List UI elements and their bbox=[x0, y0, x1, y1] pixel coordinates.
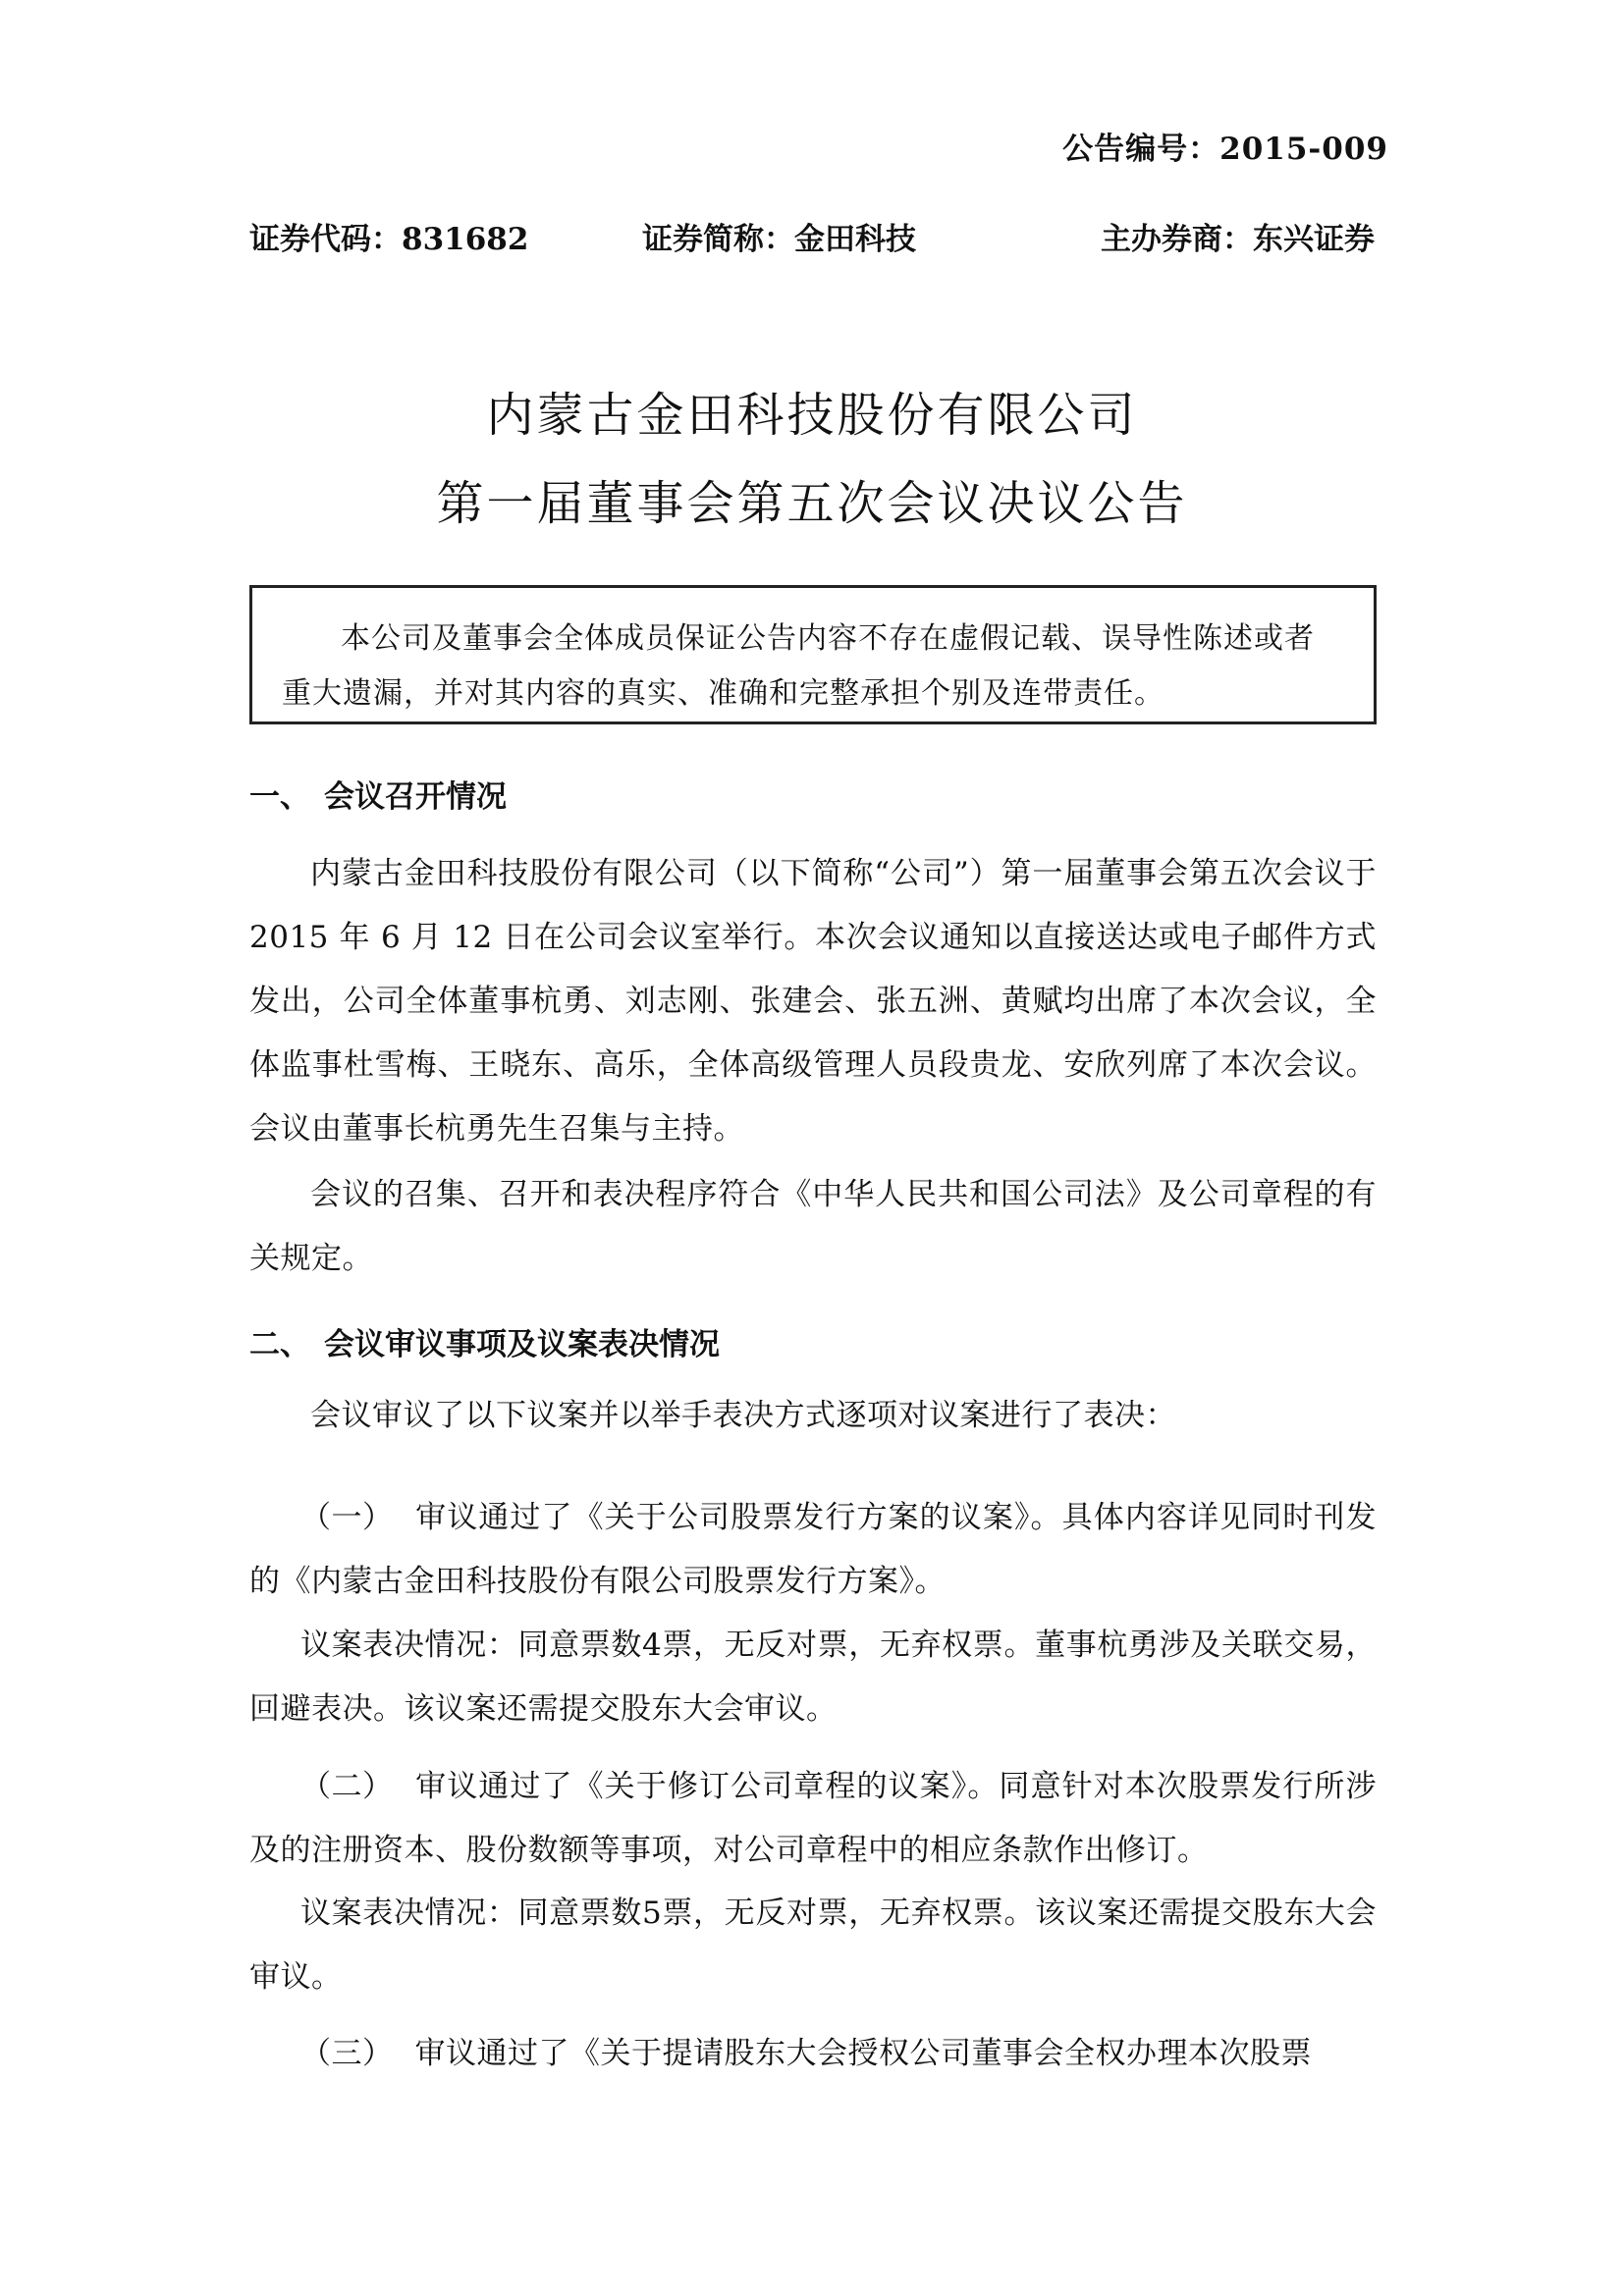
paragraph-meeting-compliance: 会议的召集、召开和表决程序符合《中华人民共和国公司法》及公司章程的有关规定。 bbox=[249, 1177, 1377, 1276]
resolution-number: （二） bbox=[300, 1769, 394, 1804]
resolution-text: 审议通过了《关于公司股票发行方案的议案》。具体内容详见同时刊发的《内蒙古金田科技股份有限公司股票发行方案》。 bbox=[249, 1500, 1377, 1599]
announcement-number: 公告编号：2015-009 bbox=[1062, 132, 1388, 167]
section-heading-resolutions bbox=[249, 1319, 720, 1363]
section-heading-meeting bbox=[249, 772, 507, 816]
resolution-item bbox=[249, 1755, 1377, 1883]
section-number: 一、 bbox=[249, 779, 310, 815]
resolution-text: 审议通过了《关于修订公司章程的议案》。同意针对本次股票发行所涉及的注册资本、股份数额等事项，对公司章程中的相应条款作出修订。 bbox=[249, 1769, 1377, 1868]
section-title: 会议审议事项及议案表决情况 bbox=[324, 1327, 720, 1362]
resolution-text: 审议通过了《关于提请股东大会授权公司董事会全权办理本次股票 bbox=[414, 2036, 1312, 2071]
responsibility-notice-box: 本公司及董事会全体成员保证公告内容不存在虚假记载、误导性陈述或者重大遗漏，并对其内容的真实、准确和完整承担个别及连带责任。 bbox=[249, 585, 1377, 724]
securities-info-line bbox=[249, 214, 1375, 257]
resolution-number: （一） bbox=[300, 1500, 394, 1535]
document-title-line1: 内蒙古金田科技股份有限公司 bbox=[486, 388, 1138, 443]
paragraph-meeting-details: 内蒙古金田科技股份有限公司（以下简称“公司”）第一届董事会第五次会议于 2015 年 6 月 12 日在公司会议室举行。本次会议通知以直接送达或电子邮件方式发出，公司全体董事杭勇、刘志刚、张建会、张五洲、黄赋均出席了本次会议，全体监事杜雪梅、王晓东、高乐，全体高级管理人员段贵龙、安欣列席了本次会议。会议由董事长杭勇先生召集与主持。 bbox=[249, 856, 1377, 1147]
sponsor-broker: 主办券商：东兴证券 bbox=[1101, 222, 1375, 257]
section-title: 会议召开情况 bbox=[324, 779, 507, 815]
resolution-vote: 议案表决情况：同意票数4票，无反对票，无弃权票。董事杭勇涉及关联交易，回避表决。该议案还需提交股东大会审议。 bbox=[249, 1628, 1377, 1727]
resolution-number: （三） bbox=[300, 2036, 394, 2071]
document-title-line2: 第一届董事会第五次会议决议公告 bbox=[436, 476, 1188, 531]
securities-code: 证券代码：831682 bbox=[249, 222, 529, 257]
paragraph-resolutions-intro: 会议审议了以下议案并以举手表决方式逐项对议案进行了表决： bbox=[310, 1398, 1176, 1433]
resolution-item bbox=[249, 2022, 1377, 2086]
resolution-vote: 议案表决情况：同意票数5票，无反对票，无弃权票。该议案还需提交股东大会审议。 bbox=[249, 1896, 1377, 1995]
securities-abbreviation: 证券简称：金田科技 bbox=[642, 222, 916, 257]
resolution-item bbox=[249, 1486, 1377, 1614]
section-number: 二、 bbox=[249, 1327, 310, 1362]
